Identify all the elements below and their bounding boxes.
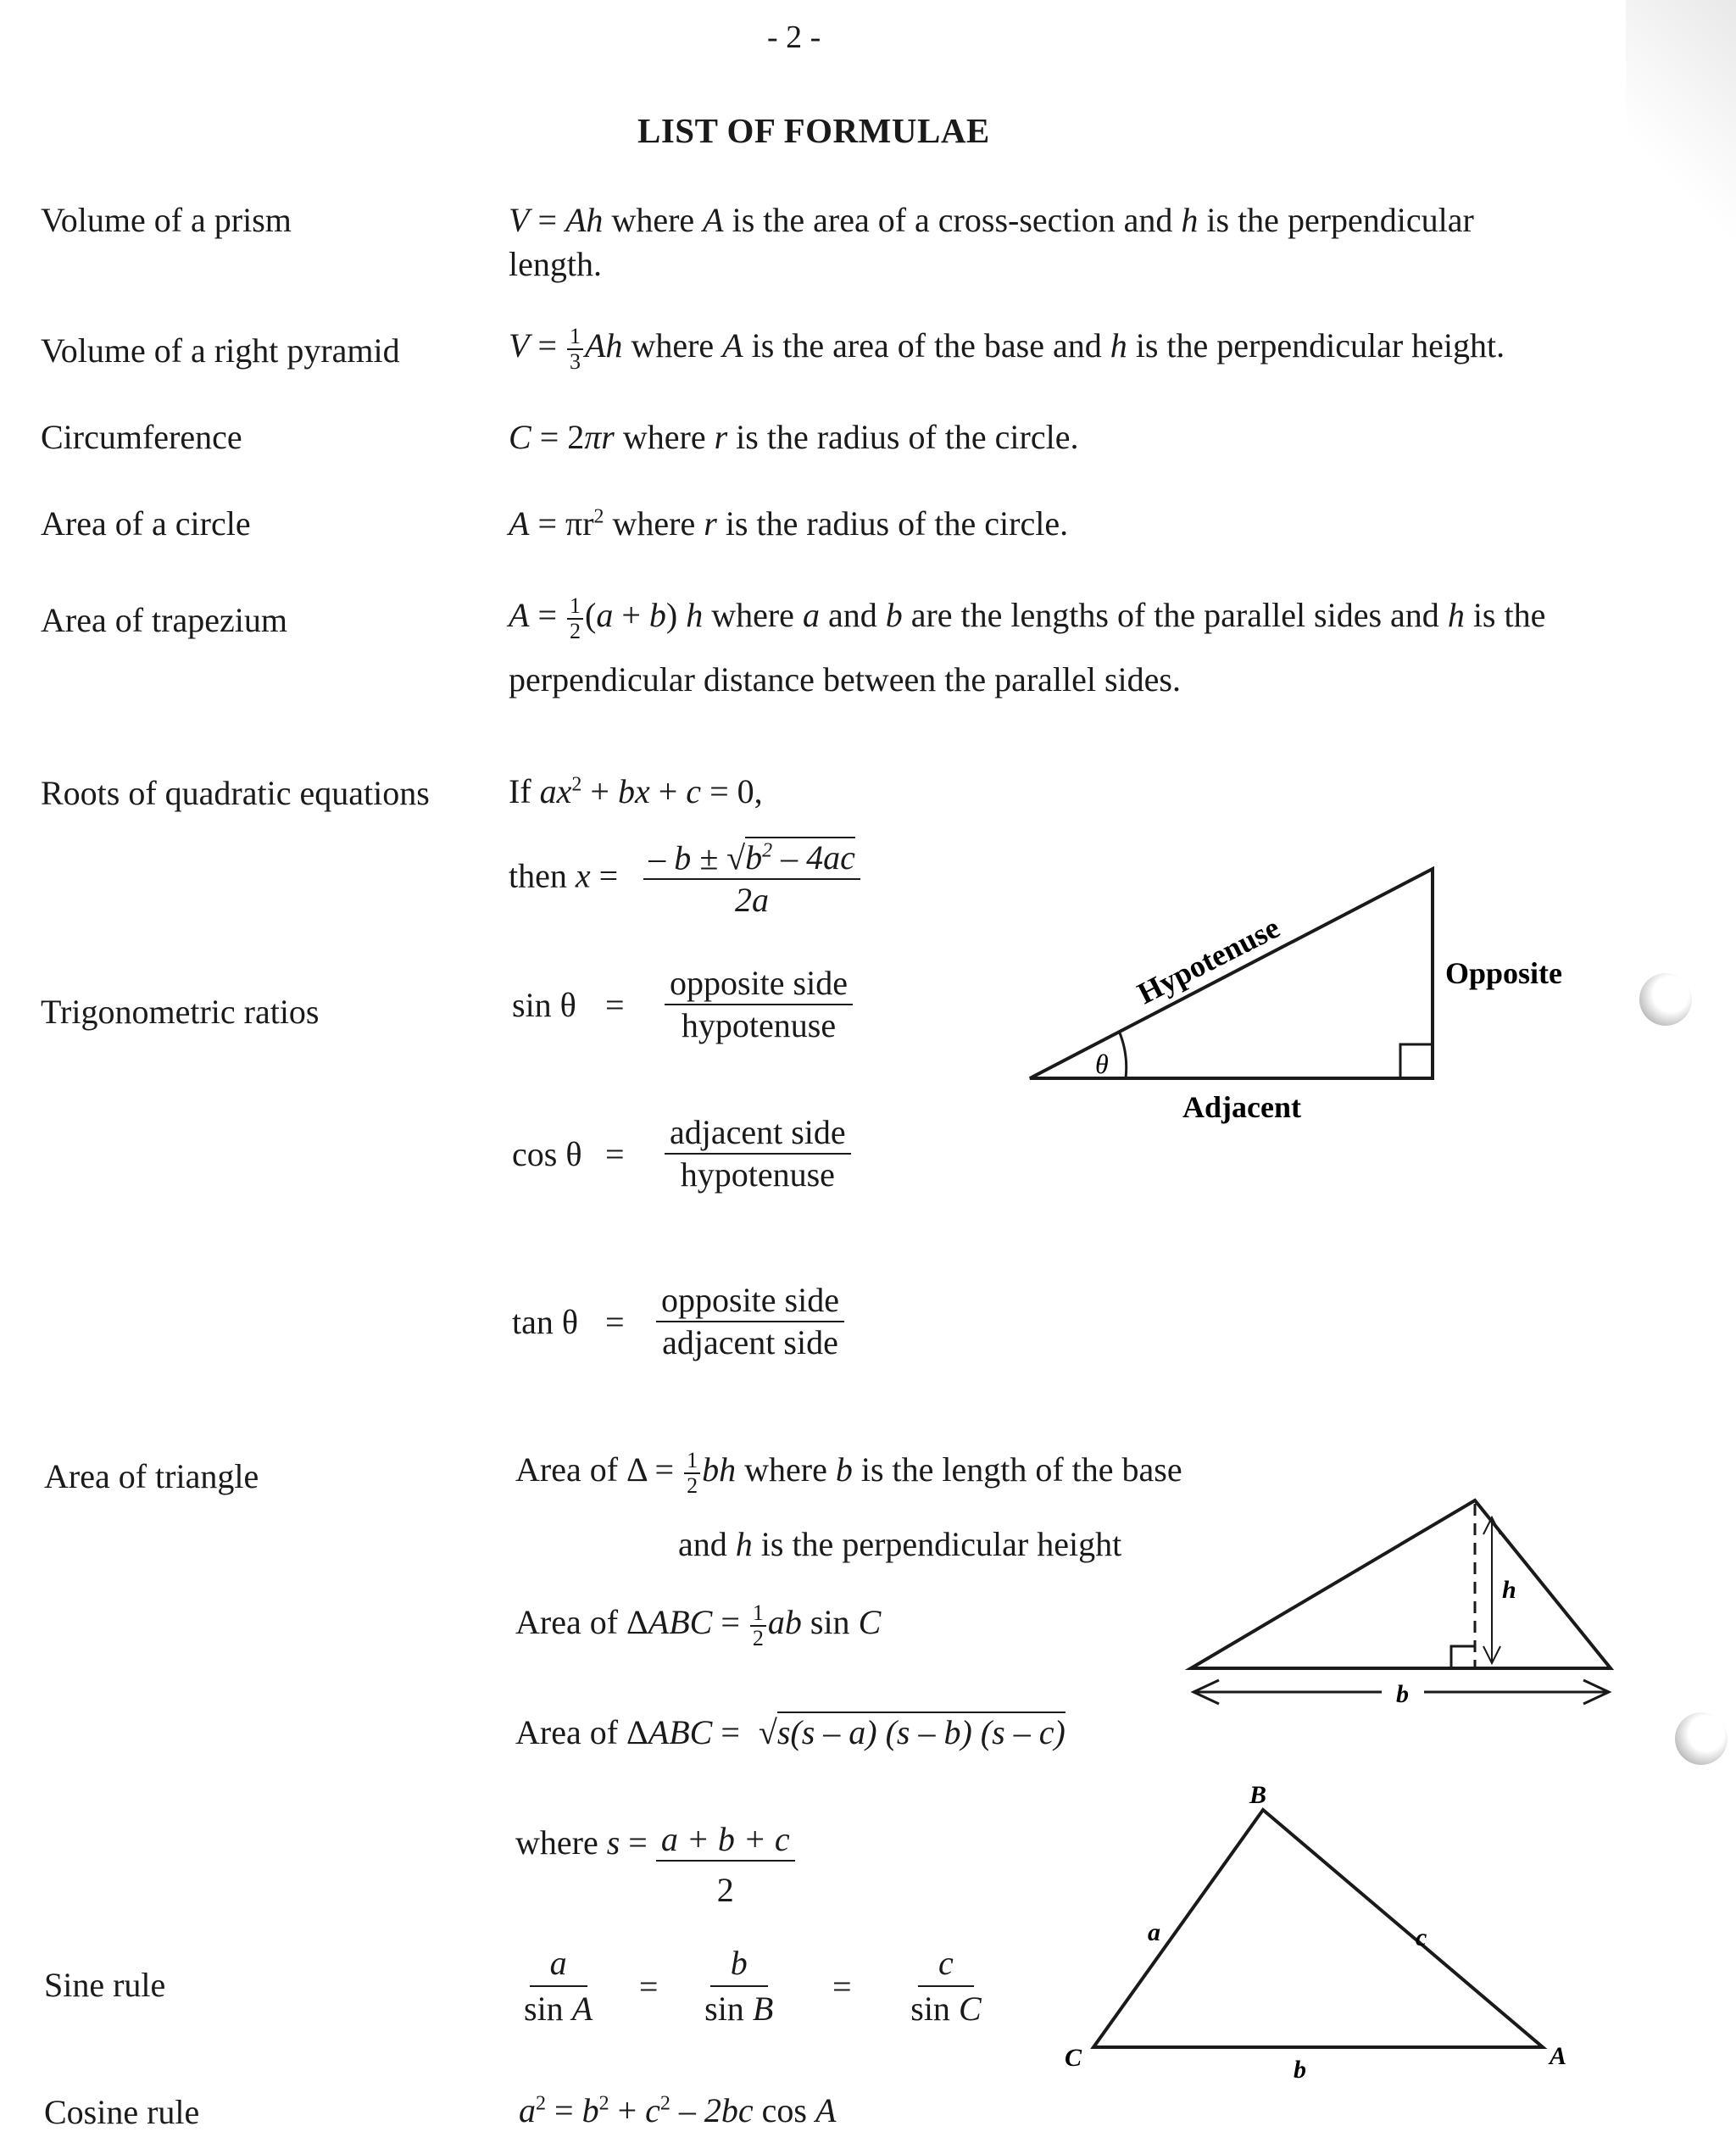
var-C: C <box>509 418 531 456</box>
numerator: 1 <box>684 1450 700 1474</box>
var-ABC: ABC <box>648 1603 713 1642</box>
cos-fraction <box>665 1113 851 1194</box>
text: is the <box>1464 596 1546 635</box>
right-triangle-shape <box>1030 869 1433 1078</box>
fraction-b-over-sinB <box>699 1946 778 2026</box>
equals-2: = 2 <box>531 418 585 456</box>
equals: = <box>638 1967 659 2006</box>
var-h: h <box>1181 201 1199 239</box>
quadratic-fraction <box>643 838 860 920</box>
equals: = <box>605 1302 625 1341</box>
label-cosine-rule: Cosine rule <box>44 2093 200 2131</box>
height-triangle-shape <box>1191 1500 1611 1668</box>
var-h: h <box>686 596 704 635</box>
formula-circumference <box>509 417 1078 457</box>
formula-sine-rule <box>519 1946 987 2026</box>
var-A: A <box>722 326 743 365</box>
formula-semi-perimeter <box>515 1820 795 1909</box>
formula-area-circle <box>509 504 1068 543</box>
sqrt-sign: √ <box>758 1713 777 1751</box>
side-b-label: b <box>1294 2056 1306 2081</box>
equals: = <box>605 1134 625 1173</box>
text: is the radius of the circle. <box>716 504 1069 543</box>
var-ax: ax <box>539 772 572 810</box>
denominator: 3 <box>570 349 581 374</box>
var-V: V <box>509 326 530 365</box>
var-A: A <box>571 1990 593 2028</box>
text-area-of-delta: Area of Δ <box>515 1603 648 1642</box>
abc-triangle-diagram <box>1060 1784 1585 2081</box>
text-where: where <box>515 1823 607 1862</box>
var-C: C <box>858 1603 882 1642</box>
heron-radicand: s(s – a) (s – b) (s – c) <box>776 1713 1066 1751</box>
plus: + <box>581 772 618 810</box>
label-trig-ratios: Trigonometric ratios <box>41 993 320 1031</box>
text: is the area of the base and <box>743 326 1110 365</box>
formula-volume-pyramid <box>509 326 1505 373</box>
var-b: b <box>581 2091 599 2129</box>
var-Ah: Ah <box>585 326 623 365</box>
equals-zero: = 0, <box>701 772 763 810</box>
equals: = <box>712 1603 748 1642</box>
sin-fraction <box>665 966 853 1043</box>
tan-denominator: adjacent side <box>662 1323 838 1361</box>
fraction-one-half <box>684 1450 700 1497</box>
text: where <box>736 1450 836 1489</box>
right-angle-marker <box>1400 1044 1433 1078</box>
formula-cosine-rule <box>519 2090 836 2130</box>
var-A: A <box>509 596 530 635</box>
paren: ) <box>665 596 687 635</box>
text: and <box>819 596 886 635</box>
equals-pi-r: = πr <box>529 504 594 543</box>
semi-perimeter-numerator: a + b + c <box>656 1823 795 1862</box>
formula-area-triangle-cont <box>678 1524 1121 1564</box>
quadratic-numerator <box>643 838 860 880</box>
text: is the perpendicular <box>1198 201 1474 239</box>
text: where <box>614 418 715 456</box>
semi-perimeter-fraction <box>656 1820 795 1909</box>
punch-hole-1 <box>1639 973 1692 1026</box>
side-c-label: c <box>1416 1923 1427 1951</box>
cos-theta: cos θ <box>512 1134 582 1173</box>
numerator: 1 <box>750 1602 766 1627</box>
denominator: 2 <box>752 1626 764 1650</box>
tan-theta: tan θ <box>512 1302 579 1341</box>
page-number: - 2 - <box>767 19 821 55</box>
superscript: 2 <box>598 2092 609 2115</box>
sin-theta: sin θ <box>512 985 576 1024</box>
vertex-B-label: B <box>1249 1784 1267 1809</box>
vertex-C-label: C <box>1065 2044 1082 2072</box>
var-s: s <box>606 1823 620 1862</box>
page-edge-shadow <box>1626 0 1736 237</box>
formula-area-abc-sine <box>515 1602 881 1650</box>
text: is the area of a cross-section and <box>723 201 1182 239</box>
text: where <box>622 326 723 365</box>
label-circumference: Circumference <box>41 418 242 456</box>
text: is the length of the base <box>852 1450 1182 1489</box>
var-a: a <box>802 596 820 635</box>
plus: + <box>609 2091 646 2129</box>
height-triangle-diagram <box>1178 1492 1636 1712</box>
adjacent-label: Adjacent <box>1182 1090 1301 1124</box>
superscript: 2 <box>536 2092 546 2115</box>
fraction-one-third <box>567 326 583 373</box>
sin: sin <box>524 1990 572 2028</box>
var-a: a <box>519 2091 536 2129</box>
text: are the lengths of the parallel sides and <box>902 596 1448 635</box>
var-2bc: 2bc <box>704 2091 754 2129</box>
label-area-triangle: Area of triangle <box>44 1457 259 1495</box>
opposite-label: Opposite <box>1445 956 1563 990</box>
var-h: h <box>1447 596 1465 635</box>
minus-b-plus-minus: – b ± <box>648 838 727 877</box>
quadratic-denominator: 2a <box>735 881 770 920</box>
text: where <box>603 201 704 239</box>
label-sine-rule: Sine rule <box>44 1966 166 2004</box>
superscript: 2 <box>659 2092 670 2115</box>
minus-4ac: – 4ac <box>772 838 855 877</box>
text-if: If <box>509 772 540 810</box>
text-and: and <box>678 1525 736 1563</box>
superscript: 2 <box>571 773 582 796</box>
var-h: h <box>1110 326 1127 365</box>
radicand <box>745 837 855 877</box>
var-b: b <box>745 838 763 877</box>
numerator: 1 <box>567 595 583 620</box>
var-C: C <box>958 1990 982 2028</box>
formula-quadratic-solution <box>509 838 860 920</box>
formula-area-abc-heron <box>515 1712 1066 1752</box>
var-b: b <box>648 596 666 635</box>
superscript: 2 <box>593 505 604 528</box>
cos-numerator: adjacent side <box>665 1116 851 1155</box>
sin-numerator: opposite side <box>665 966 853 1005</box>
denominator: 2 <box>570 619 581 643</box>
angle-arc <box>1119 1031 1127 1078</box>
label-area-trapezium: Area of trapezium <box>41 601 287 639</box>
fraction-one-half <box>750 1602 766 1650</box>
paren: ( <box>585 596 597 635</box>
equals: = <box>620 1823 656 1862</box>
equals: = <box>605 985 625 1024</box>
formula-volume-prism <box>509 200 1474 240</box>
denominator: 2 <box>687 1473 698 1498</box>
fraction-one-half <box>567 595 583 643</box>
var-r: r <box>714 418 728 456</box>
var-bh: bh <box>702 1450 737 1489</box>
var-c: c <box>686 772 702 810</box>
sqrt-sign: √ <box>726 838 746 877</box>
equals: = <box>529 326 565 365</box>
var-B: B <box>752 1990 774 2028</box>
height-right-angle-marker <box>1451 1646 1475 1668</box>
tan-fraction <box>656 1283 844 1360</box>
fraction-a-over-sinA <box>519 1946 598 2026</box>
formula-sin <box>512 966 853 1043</box>
label-area-circle: Area of a circle <box>41 504 251 543</box>
side-a-label: a <box>1148 1918 1160 1946</box>
var-r: r <box>704 504 717 543</box>
formula-cos <box>512 1113 851 1194</box>
abc-triangle-shape <box>1093 1810 1543 2047</box>
var-a: a <box>530 1946 587 1987</box>
equals: = <box>712 1713 748 1751</box>
label-volume-pyramid: Volume of a right pyramid <box>41 331 400 370</box>
equals: = <box>529 596 565 635</box>
fraction-c-over-sinC <box>905 1946 986 2026</box>
text: where <box>703 596 803 635</box>
var-V: V <box>509 201 530 239</box>
minus: – <box>670 2091 704 2129</box>
var-b: b <box>835 1450 853 1489</box>
right-triangle-diagram <box>1017 856 1628 1136</box>
sin-denominator: hypotenuse <box>681 1006 837 1044</box>
label-quadratic-roots: Roots of quadratic equations <box>41 774 430 812</box>
text: where <box>604 504 704 543</box>
height-label: h <box>1502 1576 1516 1604</box>
equals: = <box>590 856 627 895</box>
formula-volume-prism-cont: length. <box>509 245 602 283</box>
equals: = <box>546 2091 582 2129</box>
hypotenuse-label: Hypotenuse <box>1132 910 1285 1011</box>
text-area-of-delta: Area of Δ = <box>515 1450 683 1489</box>
var-c: c <box>918 1946 974 1987</box>
equals: = <box>832 1967 852 2006</box>
var-a: a <box>596 596 614 635</box>
formula-quadratic-condition <box>509 771 763 811</box>
text-area-of-delta: Area of Δ <box>515 1713 648 1751</box>
text: is the radius of the circle. <box>727 418 1079 456</box>
var-c: c <box>645 2091 660 2129</box>
superscript: 2 <box>762 840 773 862</box>
tan-numerator: opposite side <box>656 1283 844 1322</box>
var-A: A <box>815 2091 837 2129</box>
var-ABC: ABC <box>648 1713 713 1751</box>
formula-tan <box>512 1283 844 1360</box>
var-Ah: Ah <box>565 201 604 239</box>
numerator: 1 <box>567 326 583 350</box>
label-volume-prism: Volume of a prism <box>41 201 292 239</box>
var-x: x <box>575 856 591 895</box>
vertex-A-label: A <box>1550 2042 1567 2070</box>
var-pi-r: πr <box>584 418 615 456</box>
cos-denominator: hypotenuse <box>680 1155 835 1194</box>
formula-area-triangle <box>515 1450 1182 1497</box>
equals: = <box>529 201 565 239</box>
var-h: h <box>735 1525 753 1563</box>
var-A: A <box>509 504 530 543</box>
page-title: LIST OF FORMULAE <box>637 111 990 150</box>
base-label: b <box>1396 1680 1409 1708</box>
plus: + <box>649 772 687 810</box>
var-b: b <box>710 1946 768 1987</box>
text-then: then <box>509 856 576 895</box>
cos: cos <box>753 2091 815 2129</box>
angle-theta-label: θ <box>1095 1049 1109 1079</box>
var-ab: ab <box>767 1603 802 1642</box>
sin: sin <box>910 1990 959 2028</box>
text: is the perpendicular height. <box>1127 326 1505 365</box>
sin: sin <box>801 1603 859 1642</box>
var-b: b <box>885 596 903 635</box>
punch-hole-2 <box>1675 1712 1728 1765</box>
plus: + <box>613 596 649 635</box>
formula-area-trapezium-cont: perpendicular distance between the parallel sides. <box>509 660 1181 699</box>
var-A: A <box>703 201 724 239</box>
text: is the perpendicular height <box>752 1525 1122 1563</box>
sin: sin <box>704 1990 753 2028</box>
formula-area-trapezium <box>509 595 1545 643</box>
semi-perimeter-denominator: 2 <box>716 1871 734 1909</box>
var-bx: bx <box>617 772 650 810</box>
